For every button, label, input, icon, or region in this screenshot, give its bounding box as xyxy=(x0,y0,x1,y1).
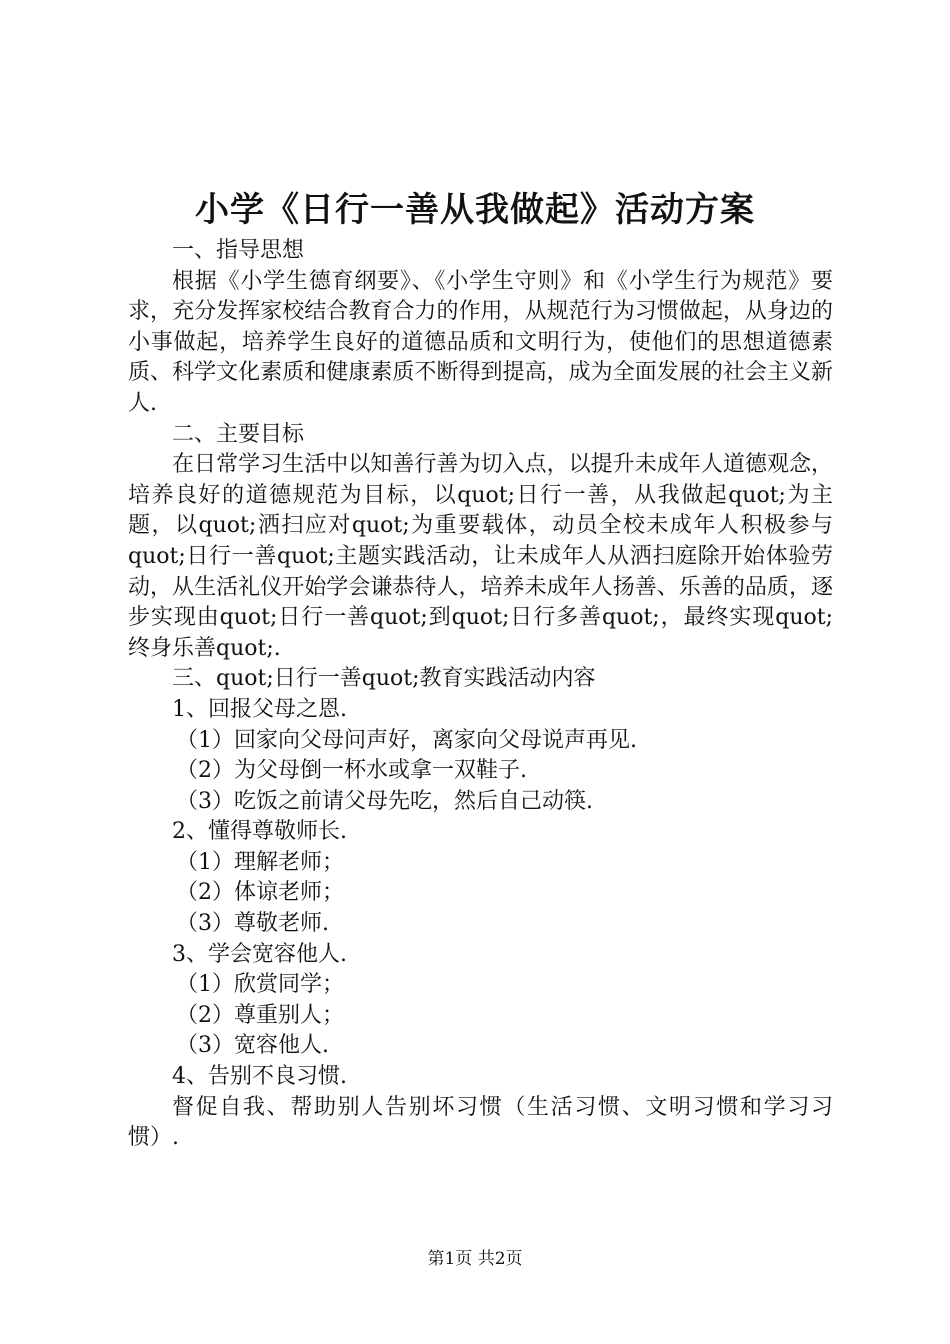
list-item: （2）体谅老师； xyxy=(176,880,344,906)
paragraph: 二、主要目标 xyxy=(172,421,305,447)
document-title: 小学《日行一善从我做起》活动方案 xyxy=(195,190,755,230)
paragraph: 2、懂得尊敬师长. xyxy=(172,819,347,845)
list-item: （2）尊重别人； xyxy=(176,1002,344,1028)
paragraph: 三、quot;日行一善quot;教育实践活动内容 xyxy=(172,666,596,692)
paragraph: 4、告别不良习惯. xyxy=(172,1064,347,1090)
paragraph: 根据《小学生德育纲要》、《小学生守则》和《小学生行为规范》要求，充分发挥家校结合教育合力的作用，从规范行为习惯做起，从身边的小事做起，培养学生良好的道德品质和文明行为，使他们的思想道德素质、科学文化素质和健康素质不断得到提高，成为全面发展的社会主义新人. xyxy=(128,268,833,416)
list-item: （1）理解老师； xyxy=(176,849,344,875)
paragraph: 3、学会宽容他人. xyxy=(172,941,347,967)
list-item: （2）为父母倒一杯水或拿一双鞋子. xyxy=(176,758,527,784)
paragraph: 一、指导思想 xyxy=(172,238,305,263)
list-item: （1）回家向父母问声好，离家向父母说声再见. xyxy=(176,727,637,753)
list-item: （3）尊敬老师. xyxy=(176,911,329,937)
document-body xyxy=(128,236,833,1154)
paragraph: 督促自我、帮助别人告别坏习惯（生活习惯、文明习惯和学习习惯）. xyxy=(128,1094,833,1151)
paragraph: 在日常学习生活中以知善行善为切入点，以提升未成年人道德观念，培养良好的道德规范为目标，以quot;日行一善，从我做起quot;为主题，以quot;洒扫应对quot;为重要载体，动员全校未成年人积极参与quot;日行一善quot;主题实践活动，让未成年人从洒扫庭除开始体验劳动，从生活礼仪开始学会谦恭待人，培养未成年人扬善、乐善的品质，逐步实现由quot;日行一善quot;到quot;日行多善quot;，最终实现quot;终身乐善quot;. xyxy=(128,452,833,661)
list-item: （3）宽容他人. xyxy=(176,1033,329,1059)
list-item: （1）欣赏同学； xyxy=(176,972,344,998)
page-footer: 第1页 共2页 xyxy=(427,1249,523,1269)
paragraph: 1、回报父母之恩. xyxy=(172,696,347,722)
list-item: （3）吃饭之前请父母先吃，然后自己动筷. xyxy=(176,788,593,814)
